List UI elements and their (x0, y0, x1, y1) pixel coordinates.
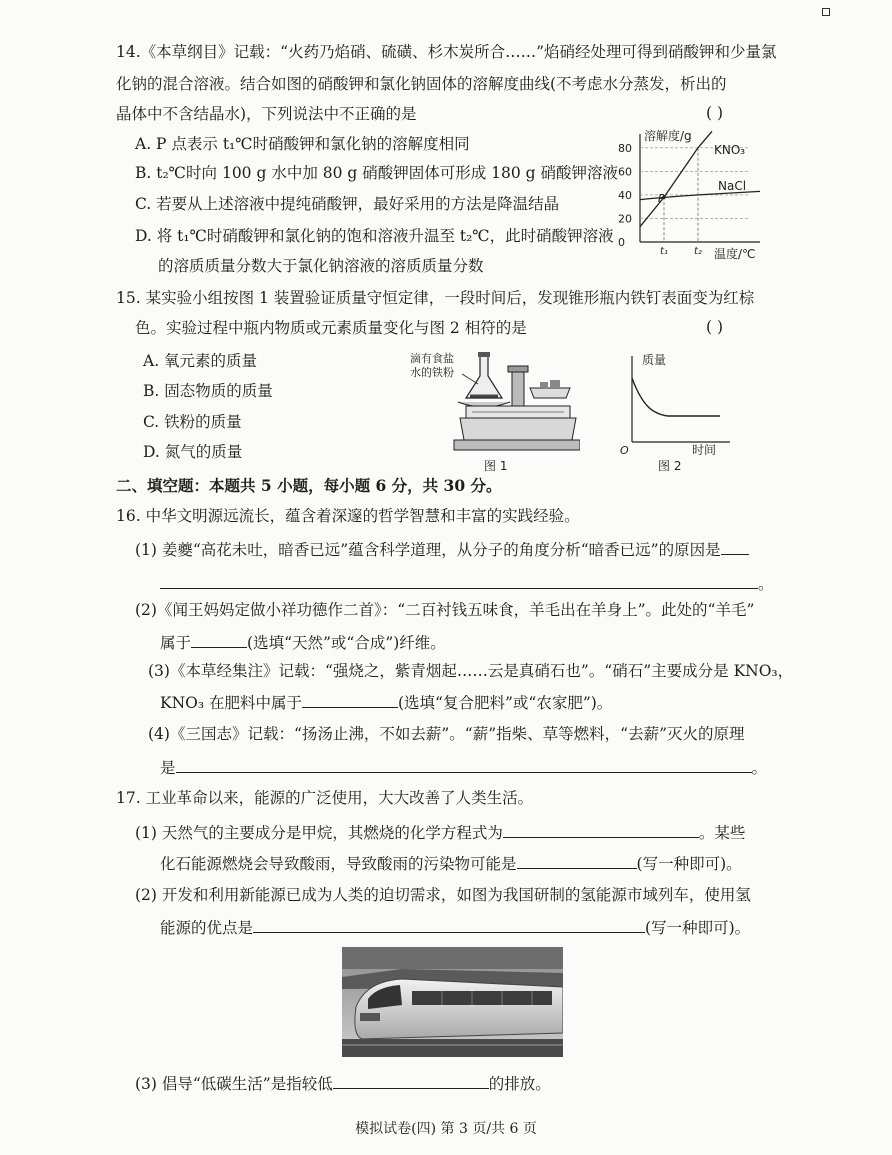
solubility-chart (610, 126, 770, 264)
q14-option-a: A. P 点表示 t₁℃时硝酸钾和氯化钠的溶解度相同 (135, 135, 470, 153)
q17-part-1b-prefix: 化石能源燃烧会导致酸雨，导致酸雨的污染物可能是 (160, 855, 517, 873)
hydrogen-train-photo (342, 947, 563, 1057)
q17-part-3-suffix: 的排放。 (488, 1075, 551, 1093)
page-footer: 模拟试卷(四) 第 3 页/共 6 页 (355, 1121, 537, 1137)
fig2-origin: O (620, 444, 629, 457)
chart-ylabel: 溶解度/g (644, 129, 692, 143)
fig1-label-line2: 水的铁粉 (410, 366, 454, 379)
point-p-label: P (658, 192, 665, 205)
y-tick-label: 0 (618, 236, 625, 249)
q14-option-c: C. 若要从上述溶液中提纯硝酸钾，最好采用的方法是降温结晶 (135, 195, 560, 213)
q17-part-1-line2 (160, 852, 742, 874)
q17-part-1-prefix: (1) 天然气的主要成分是甲烷，其燃烧的化学方程式为 (135, 824, 503, 842)
q16-part-2-line2 (160, 631, 446, 653)
q16-part-1-cont (160, 572, 774, 594)
q16-part-2-line1: (2)《闻王妈妈定做小祥功德作二首》：“二百衬钱五味食，羊毛出在羊身上”。此处的“羊毛” (135, 601, 755, 619)
y-tick-label: 40 (618, 188, 632, 202)
q17-part-1b-suffix: (写一种即可)。 (636, 855, 742, 873)
q16-part-1-period: 。 (758, 575, 774, 593)
q16-intro: 16. 中华文明源远流长，蕴含着深邃的哲学智慧和丰富的实践经验。 (116, 507, 580, 525)
q17-part-2-suffix: (写一种即可)。 (645, 919, 751, 937)
q16-part-2-blank[interactable] (191, 631, 247, 648)
q16-part-1-text: (1) 姜夔“高花未吐，暗香已远”蕴含科学道理，从分子的角度分析“暗香已远”的原因是 (135, 541, 721, 559)
q17-part-3-prefix: (3) 倡导“低碳生活”是指较低 (135, 1075, 333, 1093)
q15-option-d: D. 氮气的质量 (143, 443, 243, 461)
q15-option-b: B. 固态物质的质量 (143, 382, 273, 400)
q14-line-3: 晶体中不含结晶水)，下列说法中不正确的是 (116, 105, 417, 123)
q15-answer-paren: ( ) (706, 318, 724, 336)
q17-part-2-line2 (160, 916, 750, 938)
fig1-caption: 图 1 (484, 459, 508, 473)
q14-line-1: 14.《本草纲目》记载：“火药乃焰硝、硫磺、杉木炭所合……”焰硝经处理可得到硝酸钾和少量氯 (116, 43, 777, 61)
q17-part-2-line1: (2) 开发和利用新能源已成为人类的迫切需求，如图为我国研制的氢能源市域列车，使用氢 (135, 886, 751, 904)
q14-option-d-line1: D. 将 t₁℃时硝酸钾和氯化钠的饱和溶液升温至 t₂℃，此时硝酸钾溶液 (135, 227, 614, 245)
q16-part-4-line2 (160, 756, 767, 778)
q14-answer-paren: ( ) (706, 104, 724, 122)
q17-part-2-prefix: 能源的优点是 (160, 919, 254, 937)
chart-xlabel: 温度/℃ (714, 247, 756, 261)
x-tick-t2: t₂ (694, 246, 702, 257)
q14-option-d-line2: 的溶质质量分数大于氯化钠溶液的溶质质量分数 (158, 257, 484, 275)
q16-part-3-blank[interactable] (302, 691, 398, 708)
q17-intro: 17. 工业革命以来，能源的广泛使用，大大改善了人类生活。 (116, 789, 534, 807)
q16-part-4-blank[interactable] (176, 756, 752, 773)
q16-part-3-prefix: KNO₃ 在肥料中属于 (160, 694, 302, 712)
q17-part-3-blank[interactable] (333, 1072, 489, 1089)
q16-part-2-prefix: 属于 (160, 634, 192, 652)
q16-part-3-suffix: (选填“复合肥料”或“农家肥”)。 (398, 694, 613, 712)
corner-mark (822, 8, 830, 16)
q15-option-c: C. 铁粉的质量 (143, 413, 242, 431)
fig2-curve (632, 378, 720, 416)
q16-part-4-period: 。 (751, 759, 768, 777)
q16-part-3-line1: (3)《本草经集注》记载：“强烧之，紫青烟起……云是真硝石也”。“硝石”主要成分是 KNO₃， (148, 662, 794, 680)
nacl-label: NaCl (718, 179, 747, 193)
q16-part-3-line2 (160, 691, 612, 713)
q17-part-1-pollutant-blank[interactable] (517, 852, 637, 869)
series-kno3-line (640, 131, 712, 226)
fig2-xlabel: 时间 (692, 443, 717, 457)
kno3-label: KNO₃ (714, 143, 746, 157)
q17-part-1-suffix: 。某些 (698, 824, 746, 842)
q16-part-4-line1: (4)《三国志》记载：“扬汤止沸，不如去薪”。“薪”指柴、草等燃料，“去薪”灭火的原理 (148, 725, 745, 743)
q16-part-2-suffix: (选填“天然”或“合成”)纤维。 (247, 634, 446, 652)
x-tick-t1: t₁ (660, 246, 668, 257)
fig2-caption: 图 2 (658, 459, 682, 473)
q16-part-1-blank-b[interactable] (160, 572, 758, 589)
q15-line-1: 15. 某实验小组按图 1 装置验证质量守恒定律，一段时间后，发现锥形瓶内铁钉表面变为红棕 (116, 289, 755, 307)
q17-part-2-blank[interactable] (253, 916, 645, 933)
q17-part-1-line1 (135, 821, 745, 843)
q14-line-2: 化钠的混合溶液。结合如图的硝酸钾和氯化钠固体的溶解度曲线(不考虑水分蒸发，析出的 (116, 75, 727, 93)
y-tick-label: 20 (618, 212, 632, 226)
fig2-ylabel: 质量 (642, 353, 667, 367)
q16-part-1 (135, 538, 749, 560)
figure-2-mass-time (612, 350, 742, 474)
figure-1-balance (410, 348, 580, 474)
y-tick-label: 80 (618, 141, 632, 155)
fig1-label-line1: 滴有食盐 (410, 352, 454, 365)
q15-option-a: A. 氧元素的质量 (143, 352, 258, 370)
q16-part-4-prefix: 是 (160, 759, 176, 777)
q17-part-3 (135, 1072, 551, 1094)
section-2-heading: 二、填空题：本题共 5 小题，每小题 6 分，共 30 分。 (116, 476, 502, 495)
y-tick-label: 60 (618, 165, 632, 179)
q17-part-1-equation-blank[interactable] (503, 821, 699, 838)
q14-option-b: B. t₂℃时向 100 g 水中加 80 g 硝酸钾固体可形成 180 g 硝酸钾溶液 (135, 164, 619, 182)
q15-line-2: 色。实验过程中瓶内物质或元素质量变化与图 2 相符的是 (135, 319, 527, 337)
q16-part-1-blank-a[interactable] (721, 538, 749, 555)
